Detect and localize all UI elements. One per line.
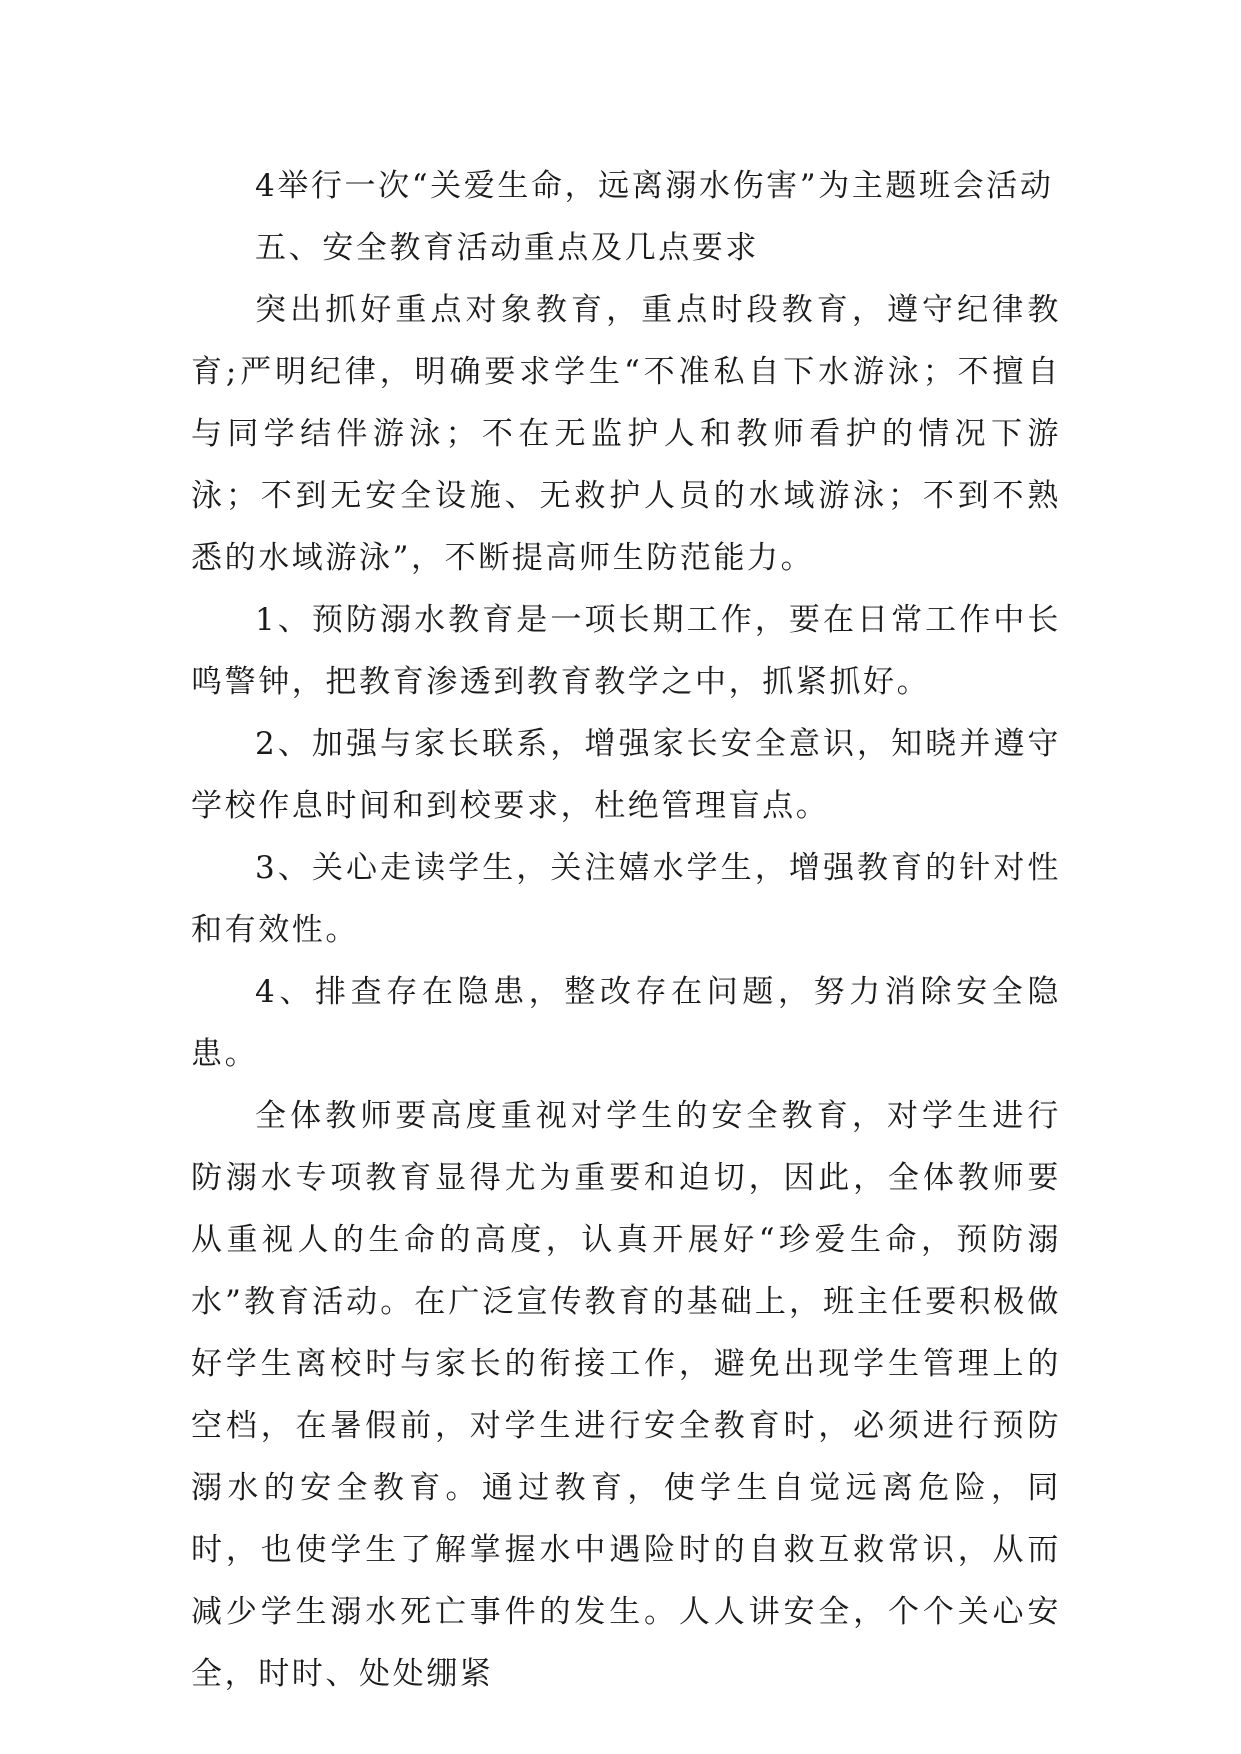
paragraph-class-meeting: 4举行一次“关爱生命，远离溺水伤害”为主题班会活动 xyxy=(255,168,1054,204)
paragraph-key-focus: 突出抓好重点对象教育，重点时段教育，遵守纪律教育;严明纪律，明确要求学生“不准私自下水游泳；不擅自与同学结伴游泳；不在无监护人和教师看护的情况下游泳；不到无安全设施、无救护人员的水域游泳；不到不熟悉的水域游泳”，不断提高师生防范能力。 xyxy=(191,292,1061,576)
list-item-4: 4、排查存在隐患，整改存在问题，努力消除安全隐患。 xyxy=(191,974,1061,1072)
paragraph-teachers: 全体教师要高度重视对学生的安全教育，对学生进行防溺水专项教育显得尤为重要和迫切，因此，全体教师要从重视人的生命的高度，认真开展好“珍爱生命，预防溺水”教育活动。在广泛宣传教育的基础上，班主任要积极做好学生离校时与家长的衔接工作，避免出现学生管理上的空档，在暑假前，对学生进行安全教育时，必须进行预防溺水的安全教育。通过教育，使学生自觉远离危险，同时，也使学生了解掌握水中遇险时的自救互救常识，从而减少学生溺水死亡事件的发生。人人讲安全，个个关心安全，时时、处处绷紧 xyxy=(191,1098,1061,1692)
document-page xyxy=(191,155,1061,1705)
section-heading-requirements: 五、安全教育活动重点及几点要求 xyxy=(255,230,759,266)
list-item-2: 2、加强与家长联系，增强家长安全意识，知晓并遵守学校作息时间和到校要求，杜绝管理盲点。 xyxy=(191,726,1061,824)
list-item-3: 3、关心走读学生，关注嬉水学生，增强教育的针对性和有效性。 xyxy=(191,850,1061,948)
list-item-1: 1、预防溺水教育是一项长期工作，要在日常工作中长鸣警钟，把教育渗透到教育教学之中，抓紧抓好。 xyxy=(191,602,1061,700)
